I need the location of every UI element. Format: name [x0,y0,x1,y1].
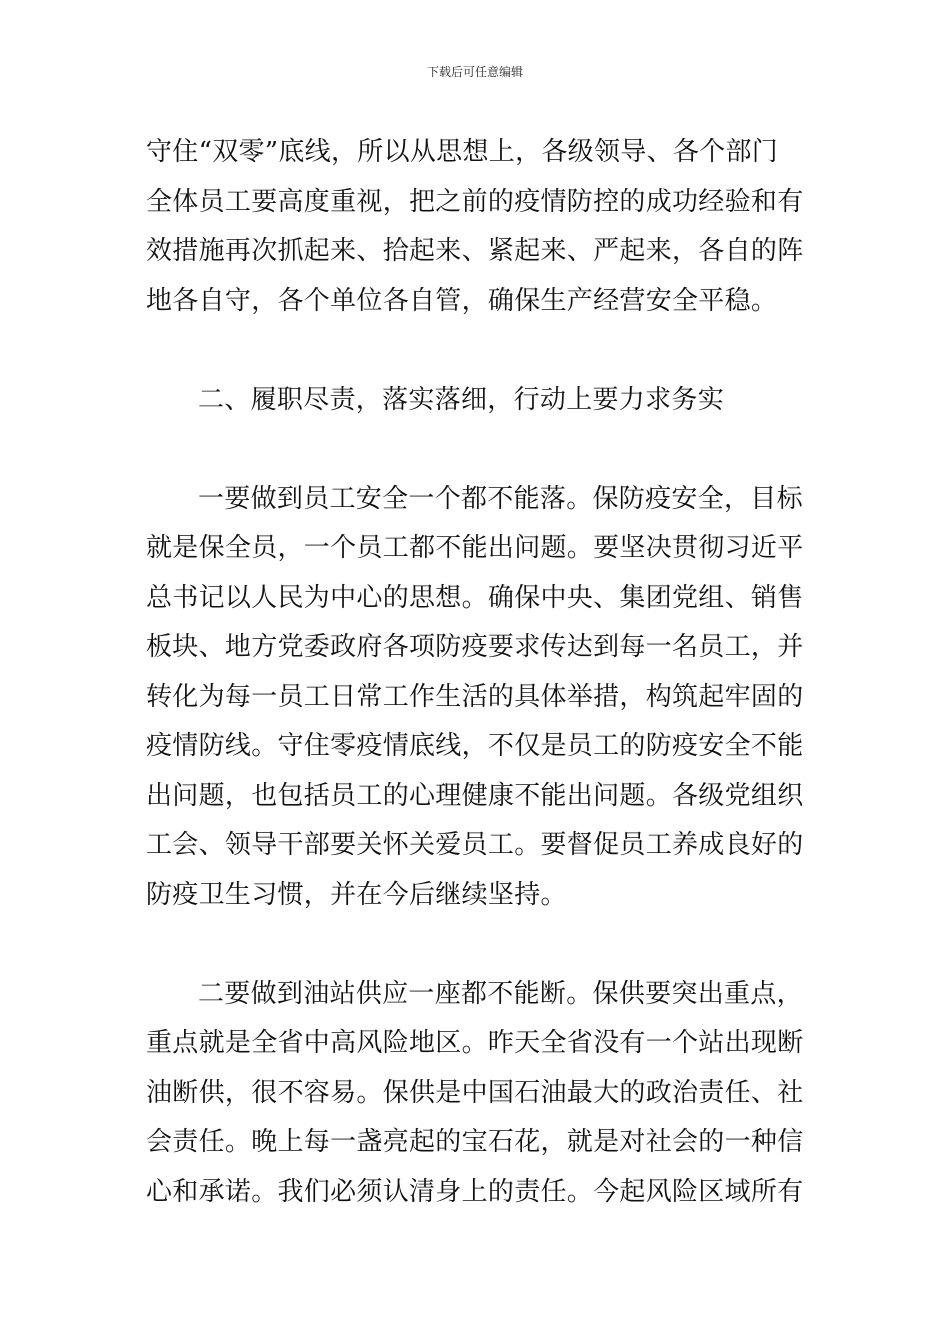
paragraph-gap [146,920,811,970]
paragraph-1: 守住“双零”底线，所以从思想上，各级领导、各个部门 全体员工要高度重视，把之前的疫情防控的成功经验和有 效措施再次抓起来、拾起来、紧起来、严起来，各自的阵 地各自守，各个单位各自管，确保生产经营安全平稳。 [146,137,804,316]
paragraph-2: 一要做到员工安全一个都不能落。保防疫安全，目标 就是保全员，一个员工都不能出问题。要坚决贯彻习近平 总书记以人民为中心的思想。确保中央、集团党组、销售 板块、地方党委政府各项防疫要求传达到每一名员工，并 转化为每一员工日常工作生活的具体举措，构筑起牢固的 疫情防线。守住零疫情底线，不仅是员工的防疫安全不能 出问题，也包括员工的心理健康不能出问题。各级党组织 工会、领导干部要关怀关爱员工。要督促员工养成良好的 防疫卫生习惯，并在今后继续坚持。 [146,483,804,910]
document-body [146,128,811,1217]
paragraph-3: 二要做到油站供应一座都不能断。保供要突出重点， 重点就是全省中高风险地区。昨天全省没有一个站出现断 油断供，很不容易。保供是中国石油最大的政治责任、社 会责任。晚上每一盏亮起的宝石花，就是对社会的一种信 心和承诺。我们必须认清身上的责任。今起风险区域所有 [146,978,804,1207]
paragraph-gap [146,326,811,376]
section-heading-2: 二、履职尽责，落实落细，行动上要力求务实 [198,384,725,415]
paragraph-gap [146,425,811,475]
page-header-label: 下载后可任意编辑 [426,65,523,79]
